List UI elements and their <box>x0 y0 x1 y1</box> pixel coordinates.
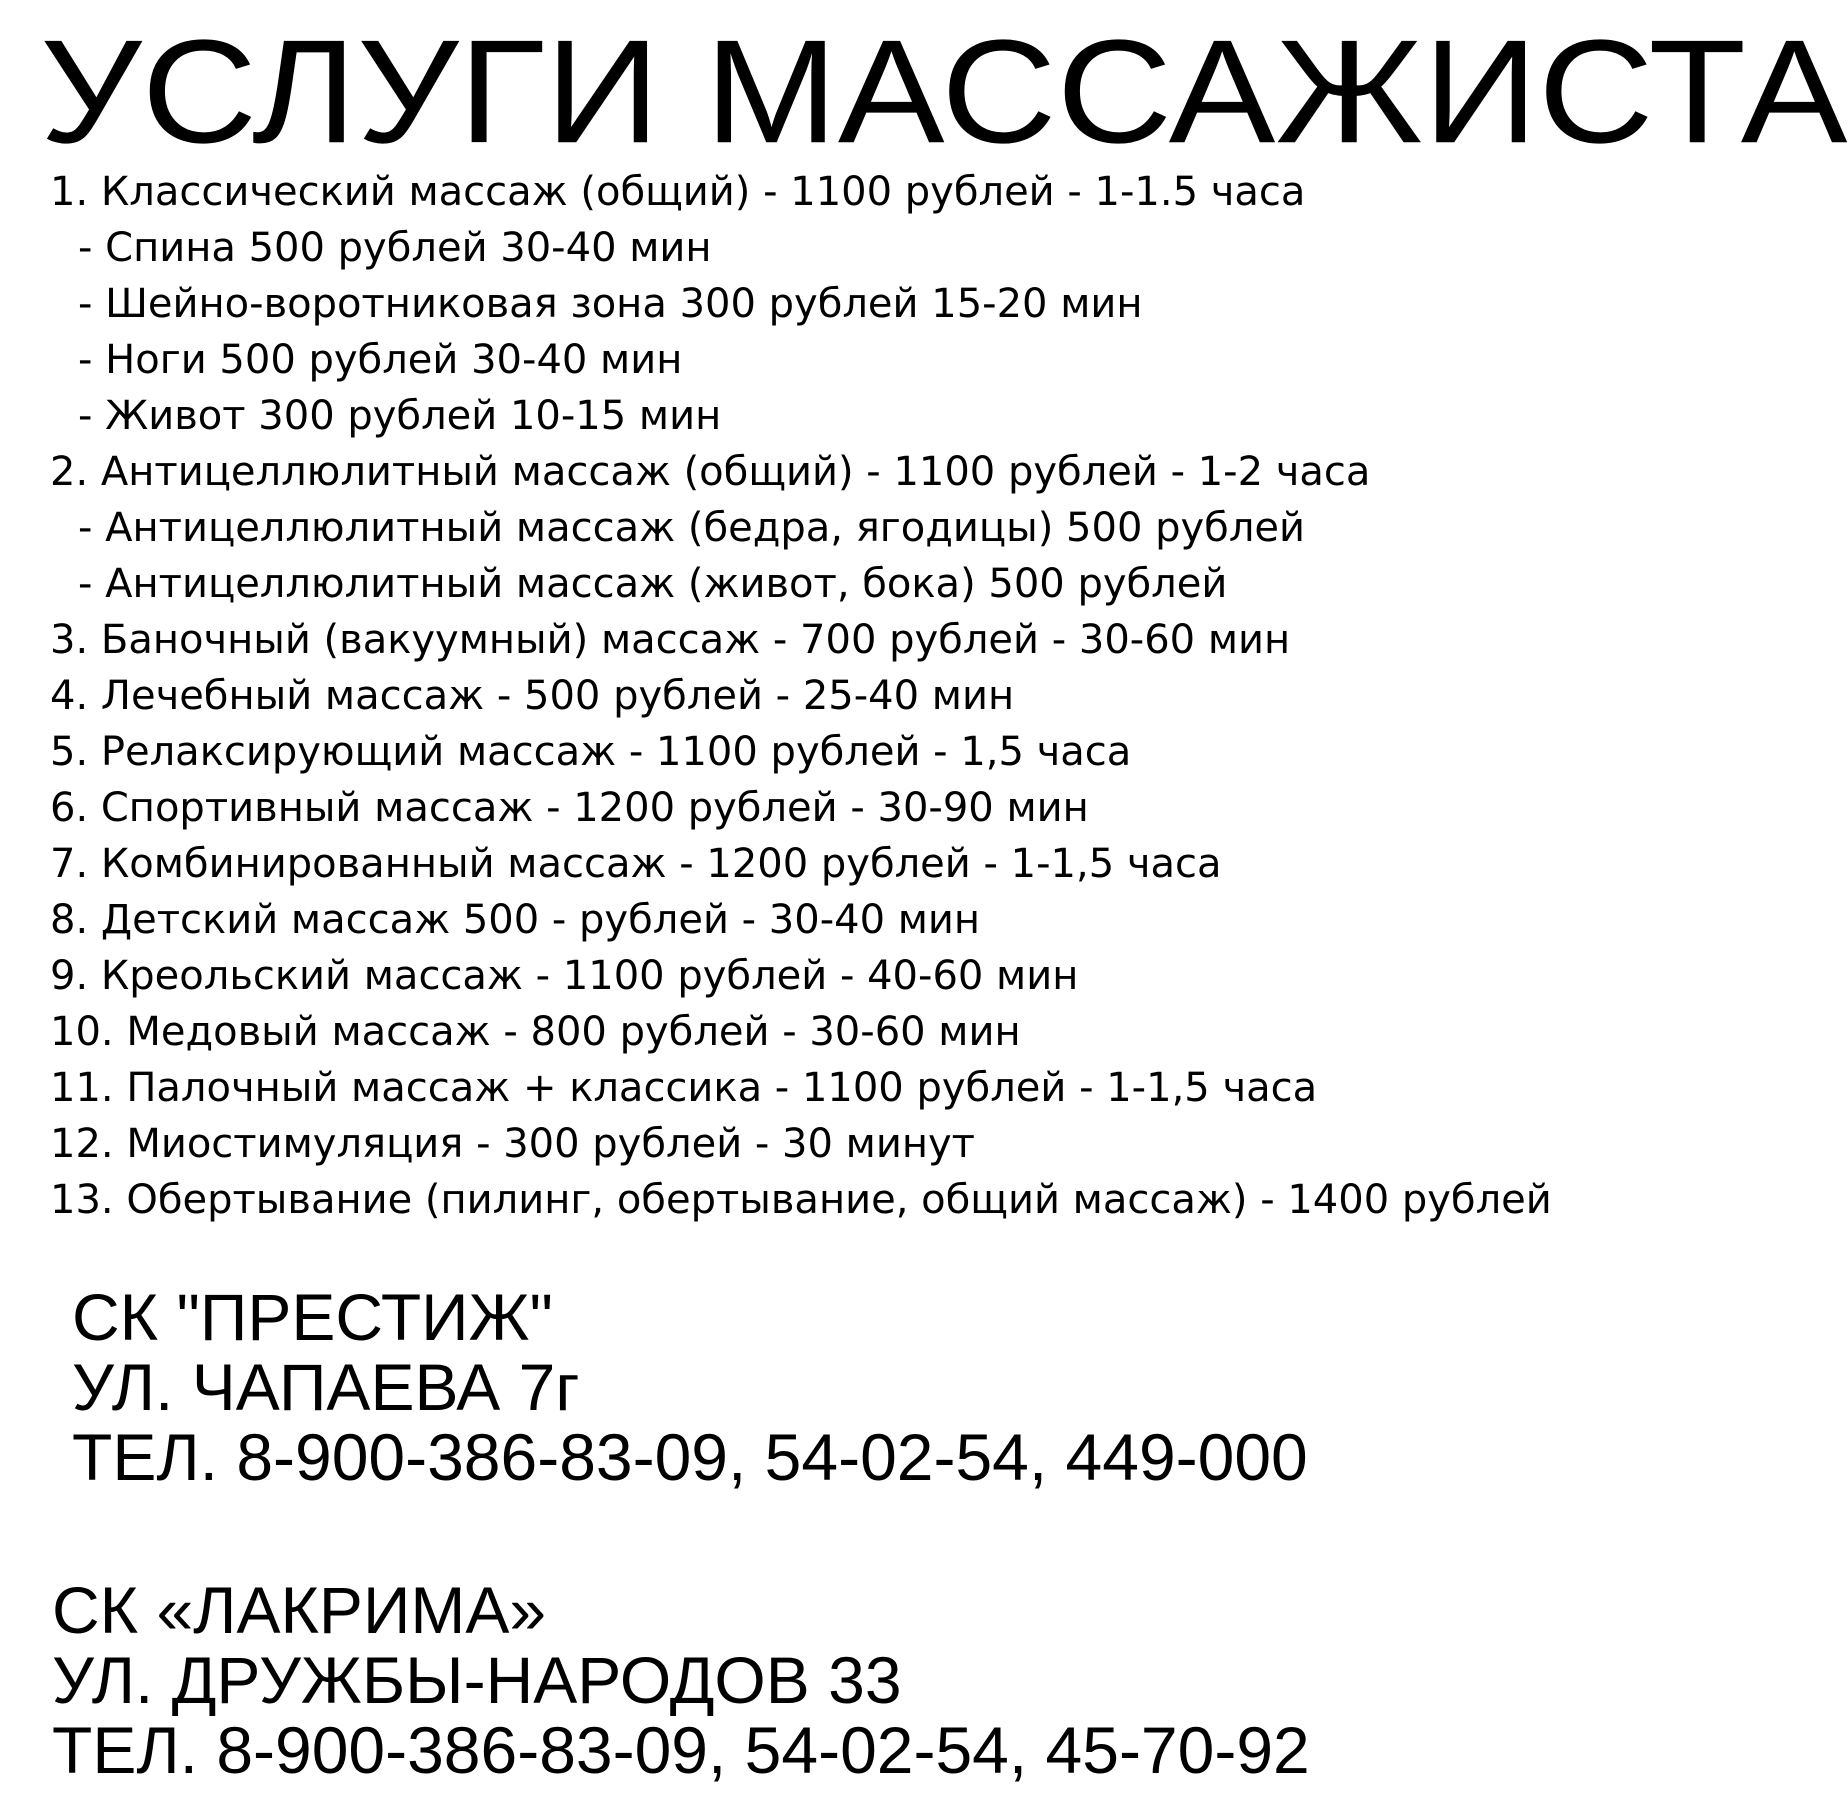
venue-lacrima <box>52 1575 1310 1785</box>
service-item: 3. Баночный (вакуумный) массаж - 700 рублей - 30-60 мин <box>50 617 1291 663</box>
venue-address: УЛ. ЧАПАЕВА 7г <box>72 1350 580 1424</box>
services-list <box>50 164 1645 1228</box>
venue-name: СК «ЛАКРИМА» <box>52 1573 547 1647</box>
service-item: 8. Детский массаж 500 - рублей - 30-40 мин <box>50 897 981 943</box>
service-item: 1. Классический массаж (общий) - 1100 рублей - 1-1.5 часа <box>50 169 1306 215</box>
service-item: 13. Обертывание (пилинг, обертывание, общий массаж) - 1400 рублей <box>50 1177 1552 1223</box>
venue-phone: ТЕЛ. 8-900-386-83-09, 54-02-54, 45-70-92 <box>52 1713 1310 1787</box>
service-subitem: - Шейно-воротниковая зона 300 рублей 15-20 мин <box>78 281 1143 327</box>
venue-phone: ТЕЛ. 8-900-386-83-09, 54-02-54, 449-000 <box>72 1420 1308 1494</box>
service-subitem: - Спина 500 рублей 30-40 мин <box>78 225 712 271</box>
service-item: 5. Релаксирующий массаж - 1100 рублей - 1,5 часа <box>50 729 1132 775</box>
service-subitem: - Антицеллюлитный массаж (живот, бока) 500 рублей <box>78 561 1228 607</box>
page-title: УСЛУГИ МАССАЖИСТА <box>40 8 1848 174</box>
venue-address: УЛ. ДРУЖБЫ-НАРОДОВ 33 <box>52 1643 902 1717</box>
service-item: 12. Миостимуляция - 300 рублей - 30 минут <box>50 1121 975 1167</box>
service-item: 7. Комбинированный массаж - 1200 рублей - 1-1,5 часа <box>50 841 1222 887</box>
service-item: 11. Палочный массаж + классика - 1100 рублей - 1-1,5 часа <box>50 1065 1318 1111</box>
service-item: 9. Креольский массаж - 1100 рублей - 40-60 мин <box>50 953 1079 999</box>
service-item: 6. Спортивный массаж - 1200 рублей - 30-90 мин <box>50 785 1089 831</box>
venue-prestige <box>72 1282 1308 1492</box>
service-subitem: - Живот 300 рублей 10-15 мин <box>78 393 722 439</box>
service-subitem: - Ноги 500 рублей 30-40 мин <box>78 337 683 383</box>
service-item: 2. Антицеллюлитный массаж (общий) - 1100 рублей - 1-2 часа <box>50 449 1371 495</box>
service-item: 10. Медовый массаж - 800 рублей - 30-60 мин <box>50 1009 1021 1055</box>
venue-name: СК "ПРЕСТИЖ" <box>72 1280 553 1354</box>
service-subitem: - Антицеллюлитный массаж (бедра, ягодицы) 500 рублей <box>78 505 1306 551</box>
service-item: 4. Лечебный массаж - 500 рублей - 25-40 мин <box>50 673 1015 719</box>
